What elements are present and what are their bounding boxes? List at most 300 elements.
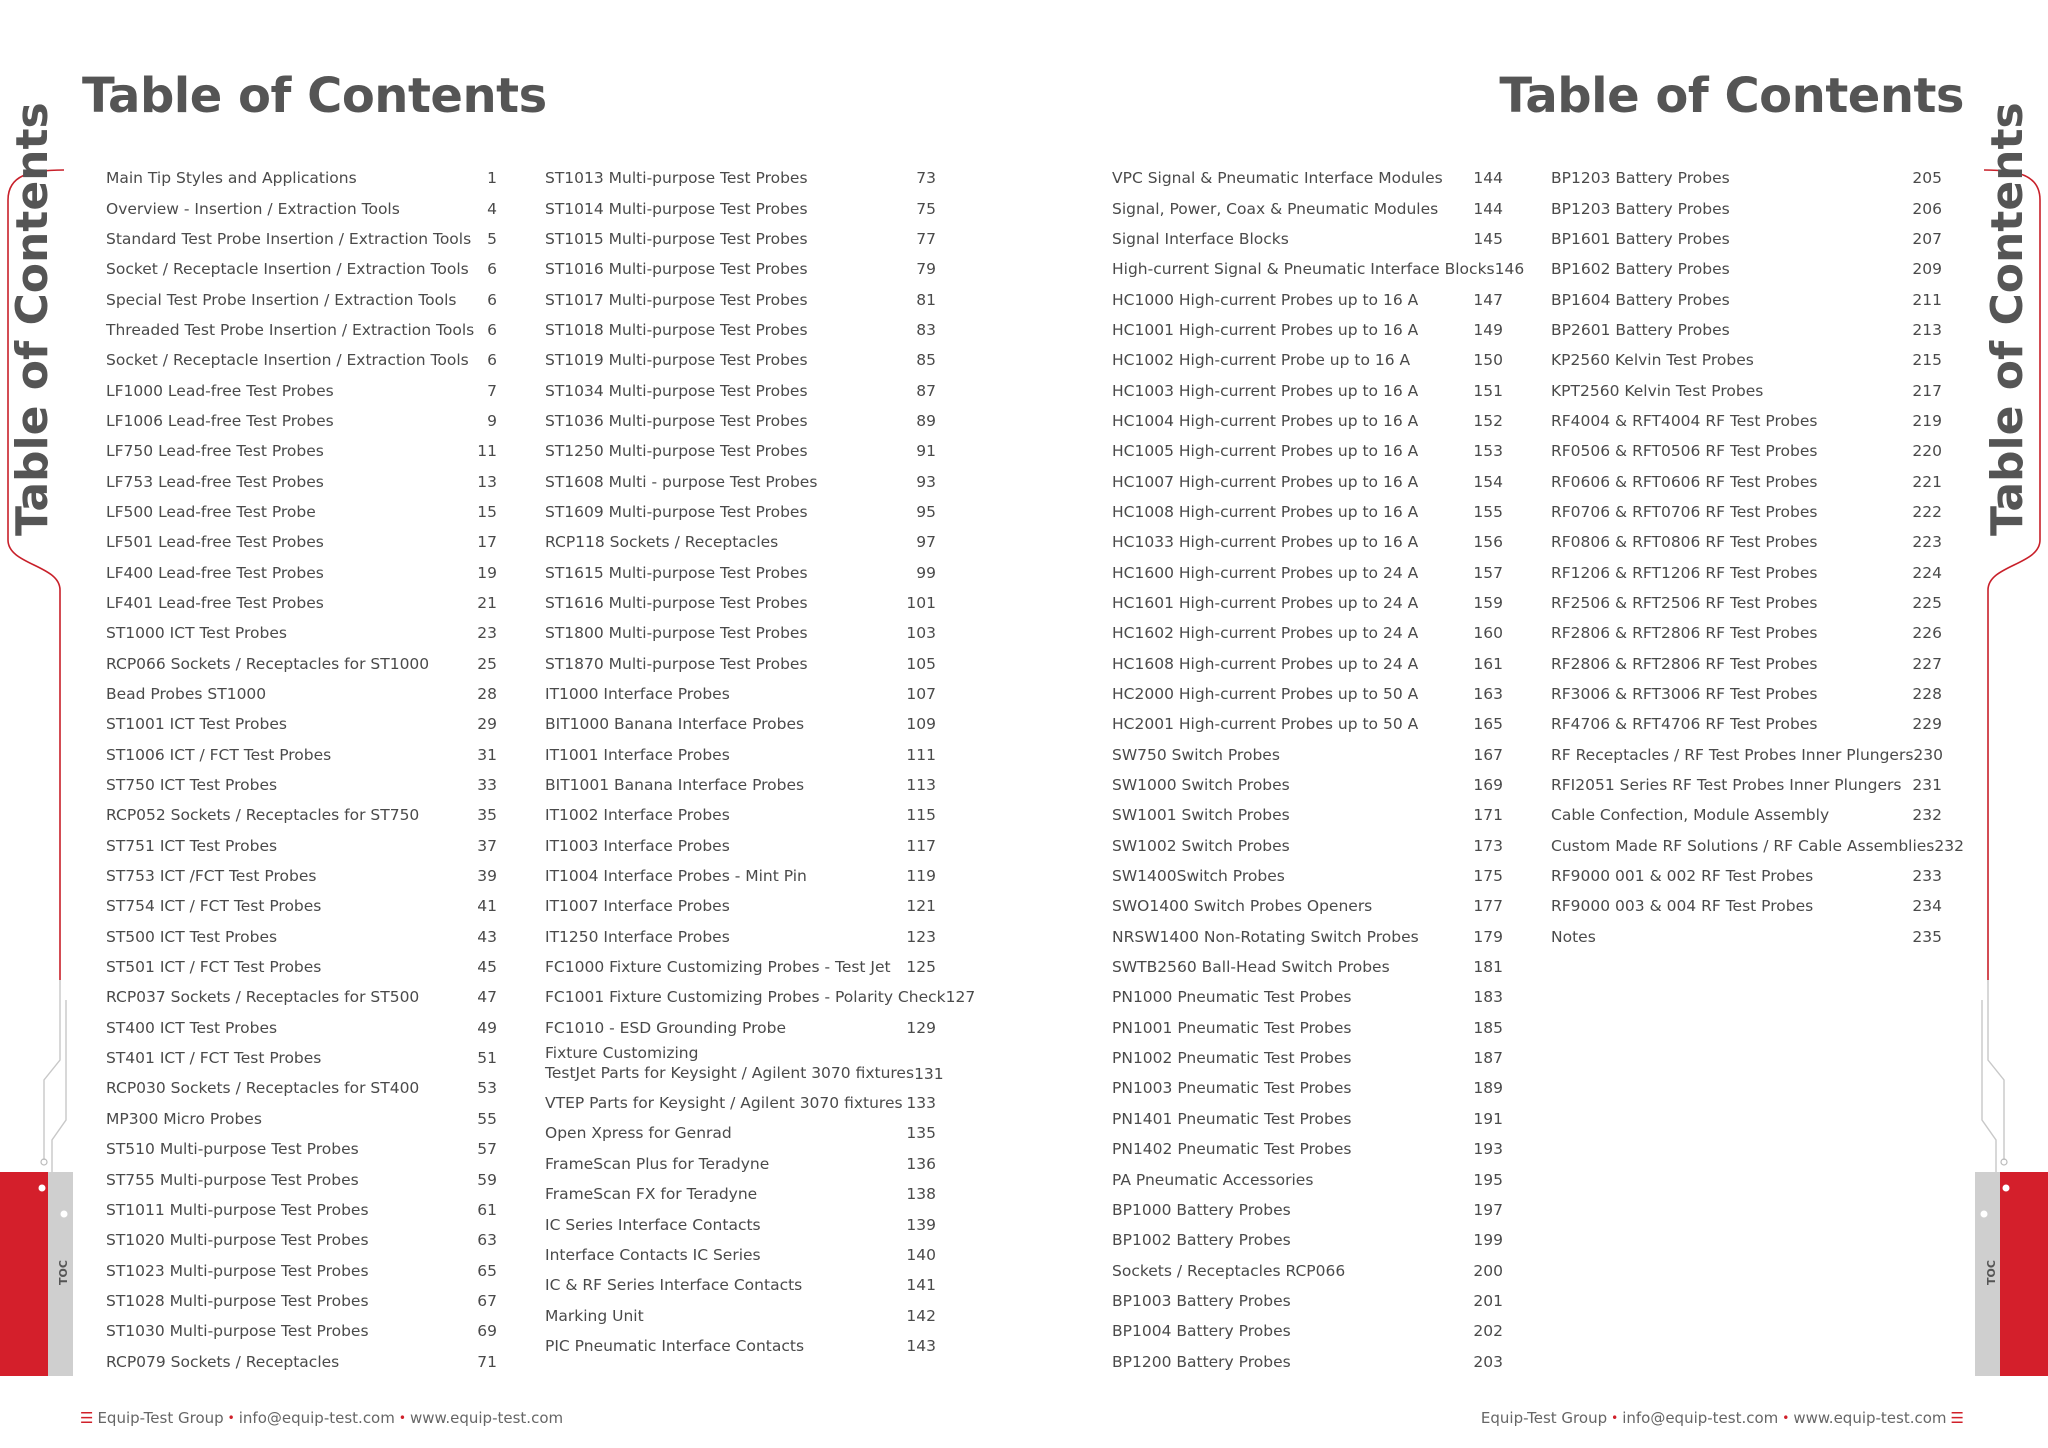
toc-entry-page: 5: [487, 229, 497, 248]
toc-entry-title: BP1002 Battery Probes: [1112, 1231, 1291, 1250]
toc-entry-page: 165: [1473, 715, 1503, 734]
toc-entry[interactable]: [1112, 1195, 1503, 1225]
toc-entry[interactable]: [1551, 497, 1942, 527]
toc-entry-title: PA Pneumatic Accessories: [1112, 1170, 1314, 1189]
toc-entry[interactable]: [1112, 1225, 1503, 1255]
toc-entry-page: 79: [916, 260, 936, 279]
toc-entry-title: Main Tip Styles and Applications: [106, 169, 357, 188]
toc-entry[interactable]: [1112, 709, 1503, 739]
toc-entry[interactable]: [545, 254, 936, 284]
toc-entry-title: ST401 ICT / FCT Test Probes: [106, 1049, 322, 1068]
toc-entry[interactable]: [106, 1043, 497, 1073]
toc-entry-title: ST754 ICT / FCT Test Probes: [106, 897, 322, 916]
toc-entry[interactable]: [1112, 557, 1503, 587]
toc-entry[interactable]: [106, 1195, 497, 1225]
toc-entry-title: HC1608 High-current Probes up to 24 A: [1112, 654, 1419, 673]
toc-entry-page: 234: [1912, 897, 1942, 916]
toc-entry[interactable]: [1112, 1286, 1503, 1316]
toc-entry-page: 219: [1912, 411, 1942, 430]
toc-entry-page: 109: [906, 715, 936, 734]
toc-entry[interactable]: [106, 1316, 497, 1346]
toc-entry[interactable]: [1112, 254, 1525, 284]
toc-entry-page: 53: [477, 1079, 497, 1098]
toc-entry[interactable]: [545, 800, 936, 830]
toc-column-4: [1551, 163, 1964, 952]
toc-entry[interactable]: [545, 284, 936, 314]
toc-entry[interactable]: [106, 1164, 497, 1194]
toc-entry-title: HC1002 High-current Probe up to 16 A: [1112, 351, 1411, 370]
toc-entry-page: 147: [1473, 290, 1503, 309]
toc-entry-page: 233: [1912, 867, 1942, 886]
toc-entry[interactable]: [106, 952, 497, 982]
toc-entry[interactable]: [1551, 345, 1942, 375]
toc-entry-page: 6: [487, 320, 497, 339]
toc-entry[interactable]: [545, 649, 936, 679]
toc-entry-title: PN1401 Pneumatic Test Probes: [1112, 1109, 1352, 1128]
toc-entry-title: VTEP Parts for Keysight / Agilent 3070 fixtures: [545, 1094, 903, 1113]
page-title-right: Table of Contents: [1499, 68, 1964, 124]
toc-entry[interactable]: [1551, 375, 1942, 405]
toc-entry-title: SWTB2560 Ball-Head Switch Probes: [1112, 958, 1390, 977]
toc-entry[interactable]: [106, 1104, 497, 1134]
toc-entry-title: RCP052 Sockets / Receptacles for ST750: [106, 806, 420, 825]
footer-web-link[interactable]: www.equip-test.com: [409, 1409, 564, 1427]
toc-entry[interactable]: [106, 557, 497, 587]
toc-entry[interactable]: [1551, 618, 1942, 648]
toc-entry-title: ST1006 ICT / FCT Test Probes: [106, 745, 332, 764]
toc-entry-title: RCP066 Sockets / Receptacles for ST1000: [106, 654, 430, 673]
toc-entry[interactable]: [1551, 588, 1942, 618]
toc-entry[interactable]: [545, 345, 936, 375]
toc-entry-page: 215: [1912, 351, 1942, 370]
toc-entry-page: 125: [906, 958, 936, 977]
toc-entry-title: HC1601 High-current Probes up to 24 A: [1112, 593, 1419, 612]
toc-entry-title: ST1028 Multi-purpose Test Probes: [106, 1291, 369, 1310]
toc-entry-title: IT1250 Interface Probes: [545, 927, 730, 946]
toc-entry-page: 13: [477, 472, 497, 491]
toc-entry[interactable]: [545, 982, 976, 1012]
toc-entry-page: 113: [906, 776, 936, 795]
toc-entry[interactable]: [545, 315, 936, 345]
toc-entry[interactable]: [1551, 466, 1942, 496]
toc-entry-page: 142: [906, 1306, 936, 1325]
toc-entry-title: RCP037 Sockets / Receptacles for ST500: [106, 988, 420, 1007]
toc-entry[interactable]: [545, 740, 936, 770]
toc-entry[interactable]: [1551, 679, 1942, 709]
toc-entry-page: 229: [1912, 715, 1942, 734]
right-toc-tab: TOC: [1984, 1260, 1998, 1285]
toc-entry-title: Special Test Probe Insertion / Extraction Tools: [106, 290, 457, 309]
toc-entry[interactable]: [1112, 406, 1503, 436]
toc-entry[interactable]: [106, 922, 497, 952]
toc-entry[interactable]: [1112, 1043, 1503, 1073]
toc-entry[interactable]: [1551, 770, 1942, 800]
toc-entry[interactable]: [1551, 163, 1942, 193]
toc-entry-page: 224: [1912, 563, 1942, 582]
toc-entry-page: 91: [916, 442, 936, 461]
toc-entry-title: BP1003 Battery Probes: [1112, 1291, 1291, 1310]
toc-entry[interactable]: [545, 861, 936, 891]
toc-entry-page: 203: [1473, 1352, 1503, 1371]
toc-entry-title: RF1206 & RFT1206 RF Test Probes: [1551, 563, 1818, 582]
toc-entry[interactable]: [545, 1209, 936, 1239]
toc-entry-page: 57: [477, 1140, 497, 1159]
toc-entry-page: 131: [914, 1064, 944, 1083]
toc-entry-title: SW1000 Switch Probes: [1112, 776, 1290, 795]
toc-entry[interactable]: [106, 163, 497, 193]
toc-entry[interactable]: [106, 497, 497, 527]
toc-entry[interactable]: [1551, 224, 1942, 254]
toc-entry-page: 156: [1473, 533, 1503, 552]
toc-entry-title: ST1870 Multi-purpose Test Probes: [545, 654, 808, 673]
toc-entry[interactable]: [1112, 345, 1503, 375]
toc-entry-title: ST1030 Multi-purpose Test Probes: [106, 1322, 369, 1341]
toc-entry[interactable]: [1551, 649, 1942, 679]
toc-entry-title: Socket / Receptacle Insertion / Extraction Tools: [106, 351, 469, 370]
toc-entry[interactable]: [545, 1179, 936, 1209]
toc-entry-page: 143: [906, 1336, 936, 1355]
toc-entry-title: ST750 ICT Test Probes: [106, 776, 278, 795]
toc-entry[interactable]: [106, 1225, 497, 1255]
toc-entry[interactable]: [1112, 1134, 1503, 1164]
toc-entry[interactable]: [1112, 163, 1503, 193]
toc-entry-title: ST1615 Multi-purpose Test Probes: [545, 563, 808, 582]
toc-entry-page: 227: [1912, 654, 1942, 673]
toc-entry-title: Custom Made RF Solutions / RF Cable Assemblies: [1551, 836, 1935, 855]
toc-entry-title: ST1023 Multi-purpose Test Probes: [106, 1261, 369, 1280]
toc-entry-title: PN1000 Pneumatic Test Probes: [1112, 988, 1352, 1007]
toc-entry[interactable]: [545, 1270, 936, 1300]
toc-entry[interactable]: [1112, 1013, 1503, 1043]
toc-entry-title: Signal, Power, Coax & Pneumatic Modules: [1112, 199, 1439, 218]
toc-entry[interactable]: [1112, 497, 1503, 527]
toc-entry[interactable]: [1551, 436, 1942, 466]
toc-entry[interactable]: [1551, 831, 1964, 861]
footer-company: Equip-Test Group: [97, 1409, 224, 1427]
toc-entry-page: 144: [1473, 199, 1503, 218]
toc-entry[interactable]: [545, 497, 936, 527]
toc-entry-title: ST1017 Multi-purpose Test Probes: [545, 290, 808, 309]
toc-entry-page: 232: [1934, 836, 1964, 855]
toc-entry-page: 6: [487, 351, 497, 370]
toc-entry[interactable]: [1551, 861, 1942, 891]
toc-entry-page: 231: [1912, 776, 1942, 795]
toc-entry-title: ST1016 Multi-purpose Test Probes: [545, 260, 808, 279]
toc-entry[interactable]: [545, 588, 936, 618]
toc-entry[interactable]: [1112, 649, 1503, 679]
toc-entry[interactable]: [1112, 224, 1503, 254]
toc-entry[interactable]: [1551, 527, 1942, 557]
toc-entry-title: RFI2051 Series RF Test Probes Inner Plungers: [1551, 776, 1902, 795]
toc-entry[interactable]: [1551, 891, 1942, 921]
toc-entry-title: ST751 ICT Test Probes: [106, 836, 278, 855]
toc-entry-title: PIC Pneumatic Interface Contacts: [545, 1336, 805, 1355]
toc-entry-page: 202: [1473, 1322, 1503, 1341]
toc-entry-title: BIT1001 Banana Interface Probes: [545, 776, 805, 795]
toc-entry-title: HC1033 High-current Probes up to 16 A: [1112, 533, 1419, 552]
toc-entry-title: ST1015 Multi-purpose Test Probes: [545, 229, 808, 248]
toc-entry-page: 63: [477, 1231, 497, 1250]
toc-entry[interactable]: [545, 1149, 936, 1179]
toc-entry-title: BP1203 Battery Probes: [1551, 169, 1730, 188]
toc-entry[interactable]: [1112, 618, 1503, 648]
toc-entry-title: FC1001 Fixture Customizing Probes - Polarity Check: [545, 988, 946, 1007]
toc-entry[interactable]: [106, 406, 497, 436]
toc-entry-title: ST1250 Multi-purpose Test Probes: [545, 442, 808, 461]
toc-entry-page: 71: [477, 1352, 497, 1371]
toc-entry[interactable]: [545, 406, 936, 436]
toc-entry[interactable]: [1112, 952, 1503, 982]
toc-entry[interactable]: [545, 1331, 936, 1361]
toc-entry-page: 31: [477, 745, 497, 764]
toc-entry-page: 9: [487, 411, 497, 430]
toc-entry[interactable]: [1551, 284, 1942, 314]
toc-entry[interactable]: [106, 770, 497, 800]
toc-entry[interactable]: [545, 1043, 944, 1088]
toc-entry[interactable]: [545, 709, 936, 739]
toc-entry[interactable]: [1112, 527, 1503, 557]
toc-entry[interactable]: [1112, 375, 1503, 405]
toc-entry[interactable]: [106, 1255, 497, 1285]
toc-entry[interactable]: [106, 375, 497, 405]
toc-entry[interactable]: [1112, 891, 1503, 921]
toc-entry-page: 163: [1473, 685, 1503, 704]
toc-entry-title-line: Fixture Customizing: [545, 1043, 699, 1062]
toc-entry-page: 151: [1473, 381, 1503, 400]
toc-entry[interactable]: [545, 163, 936, 193]
toc-entry-page: 154: [1473, 472, 1503, 491]
toc-entry-title: LF500 Lead-free Test Probe: [106, 502, 316, 521]
toc-entry[interactable]: [1112, 1164, 1503, 1194]
toc-entry-title: ST1036 Multi-purpose Test Probes: [545, 411, 808, 430]
toc-entry[interactable]: [545, 1088, 936, 1118]
toc-entry-page: 136: [906, 1154, 936, 1173]
toc-entry[interactable]: [1551, 557, 1942, 587]
toc-entry-title: Standard Test Probe Insertion / Extraction Tools: [106, 229, 472, 248]
toc-entry[interactable]: [106, 527, 497, 557]
toc-entry-page: 161: [1473, 654, 1503, 673]
toc-entry-page: 211: [1912, 290, 1942, 309]
toc-entry-title: MP300 Micro Probes: [106, 1109, 262, 1128]
toc-entry[interactable]: [106, 315, 497, 345]
toc-entry-title: ST1034 Multi-purpose Test Probes: [545, 381, 808, 400]
toc-entry-title: PN1002 Pneumatic Test Probes: [1112, 1049, 1352, 1068]
toc-entry-title: SW1400Switch Probes: [1112, 867, 1285, 886]
toc-entry[interactable]: [545, 527, 936, 557]
toc-entry-title: RF4004 & RFT4004 RF Test Probes: [1551, 411, 1818, 430]
toc-entry-page: 127: [945, 988, 976, 1007]
toc-entry[interactable]: [545, 891, 936, 921]
toc-entry-page: 140: [906, 1245, 936, 1264]
toc-entry[interactable]: [106, 1346, 497, 1376]
footer-email-link[interactable]: info@equip-test.com: [238, 1409, 395, 1427]
toc-entry-title: FrameScan FX for Teradyne: [545, 1185, 758, 1204]
toc-entry-page: 189: [1473, 1079, 1503, 1098]
toc-entry[interactable]: [1112, 284, 1503, 314]
toc-entry-page: 149: [1473, 320, 1503, 339]
toc-entry[interactable]: [1112, 436, 1503, 466]
toc-entry-page: 152: [1473, 411, 1503, 430]
toc-entry-title: HC1003 High-current Probes up to 16 A: [1112, 381, 1419, 400]
toc-entry[interactable]: [545, 831, 936, 861]
toc-entry-page: 141: [906, 1276, 936, 1295]
toc-entry-title: HC1001 High-current Probes up to 16 A: [1112, 320, 1419, 339]
toc-entry-title: RF Receptacles / RF Test Probes Inner Plungers: [1551, 745, 1914, 764]
page-title-left: Table of Contents: [82, 68, 547, 124]
toc-entry[interactable]: [106, 1013, 497, 1043]
toc-entry-title: IT1000 Interface Probes: [545, 685, 730, 704]
toc-entry-page: 200: [1473, 1261, 1503, 1280]
toc-entry[interactable]: [106, 436, 497, 466]
right-side-title: Table of Contents: [1982, 102, 2033, 536]
toc-entry-title: RF2806 & RFT2806 RF Test Probes: [1551, 654, 1818, 673]
toc-entry[interactable]: [1112, 1073, 1503, 1103]
toc-entry-title: SWO1400 Switch Probes Openers: [1112, 897, 1373, 916]
toc-entry[interactable]: [1112, 922, 1503, 952]
toc-entry-title: RF0606 & RFT0606 RF Test Probes: [1551, 472, 1818, 491]
toc-entry[interactable]: [545, 1118, 936, 1148]
footer-web-link[interactable]: www.equip-test.com: [1793, 1409, 1947, 1427]
toc-entry[interactable]: [545, 436, 936, 466]
toc-entry[interactable]: [106, 1073, 497, 1103]
toc-entry[interactable]: [1112, 770, 1503, 800]
toc-entry-page: 73: [916, 169, 936, 188]
toc-entry[interactable]: [1112, 193, 1503, 223]
toc-entry-page: 232: [1912, 806, 1942, 825]
toc-entry-page: 75: [916, 199, 936, 218]
toc-entry[interactable]: [106, 800, 497, 830]
toc-entry[interactable]: [106, 679, 497, 709]
toc-entry[interactable]: [106, 831, 497, 861]
toc-entry[interactable]: [1112, 861, 1503, 891]
toc-entry[interactable]: [106, 740, 497, 770]
toc-entry[interactable]: [1112, 1316, 1503, 1346]
toc-entry[interactable]: [1112, 1104, 1503, 1134]
toc-entry[interactable]: [106, 709, 497, 739]
toc-entry[interactable]: [1551, 740, 1942, 770]
toc-entry-page: 160: [1473, 624, 1503, 643]
toc-entry-title: LF753 Lead-free Test Probes: [106, 472, 324, 491]
toc-entry[interactable]: [106, 466, 497, 496]
toc-entry-title: BP1602 Battery Probes: [1551, 260, 1730, 279]
toc-entry-page: 111: [906, 745, 936, 764]
toc-entry[interactable]: [545, 618, 936, 648]
toc-entry[interactable]: [106, 649, 497, 679]
toc-entry[interactable]: [545, 375, 936, 405]
toc-entry-page: 157: [1473, 563, 1503, 582]
toc-entry[interactable]: [1551, 922, 1942, 952]
toc-entry-title: Socket / Receptacle Insertion / Extraction Tools: [106, 260, 469, 279]
toc-entry[interactable]: [106, 1134, 497, 1164]
toc-entry[interactable]: [1551, 315, 1942, 345]
toc-entry-page: 153: [1473, 442, 1503, 461]
toc-entry[interactable]: [106, 345, 497, 375]
toc-entry-title: LF750 Lead-free Test Probes: [106, 442, 324, 461]
toc-entry[interactable]: [106, 1286, 497, 1316]
toc-entry[interactable]: [1112, 982, 1503, 1012]
toc-entry[interactable]: [1551, 406, 1942, 436]
toc-entry[interactable]: [1551, 800, 1942, 830]
toc-entry[interactable]: [1112, 588, 1503, 618]
toc-entry[interactable]: [1112, 315, 1503, 345]
toc-entry[interactable]: [106, 618, 497, 648]
toc-entry-title: ST1019 Multi-purpose Test Probes: [545, 351, 808, 370]
toc-entry[interactable]: [545, 557, 936, 587]
toc-entry-title: Marking Unit: [545, 1306, 644, 1325]
toc-entry[interactable]: [1112, 679, 1503, 709]
left-side-title: Table of Contents: [7, 102, 58, 536]
bullet-icon: •: [1782, 1411, 1790, 1425]
toc-entry[interactable]: [1112, 800, 1503, 830]
toc-entry[interactable]: [545, 224, 936, 254]
toc-entry[interactable]: [1112, 1346, 1503, 1376]
toc-entry-page: 121: [906, 897, 936, 916]
toc-entry-page: 37: [477, 836, 497, 855]
toc-entry-page: 55: [477, 1109, 497, 1128]
toc-entry-page: 6: [487, 290, 497, 309]
footer-email-link[interactable]: info@equip-test.com: [1622, 1409, 1779, 1427]
toc-entry[interactable]: [545, 679, 936, 709]
toc-entry-title: Open Xpress for Genrad: [545, 1124, 732, 1143]
toc-entry[interactable]: [1551, 193, 1942, 223]
toc-entry[interactable]: [106, 254, 497, 284]
bullet-icon: •: [398, 1411, 406, 1425]
toc-entry[interactable]: [545, 952, 936, 982]
toc-entry[interactable]: [545, 1013, 936, 1043]
toc-entry-title: ST1609 Multi-purpose Test Probes: [545, 502, 808, 521]
toc-entry[interactable]: [1551, 709, 1942, 739]
toc-entry-page: 225: [1912, 593, 1942, 612]
toc-entry[interactable]: [106, 193, 497, 223]
toc-entry[interactable]: [1112, 466, 1503, 496]
toc-entry-title: RF4706 & RFT4706 RF Test Probes: [1551, 715, 1818, 734]
toc-entry[interactable]: [106, 891, 497, 921]
toc-entry-page: 35: [477, 806, 497, 825]
toc-entry-page: 99: [916, 563, 936, 582]
toc-entry-page: 81: [916, 290, 936, 309]
toc-entry-page: 205: [1912, 169, 1942, 188]
toc-entry[interactable]: [106, 224, 497, 254]
toc-entry[interactable]: [545, 1300, 936, 1330]
toc-entry-title: FrameScan Plus for Teradyne: [545, 1154, 770, 1173]
toc-entry[interactable]: [545, 770, 936, 800]
toc-entry[interactable]: [106, 588, 497, 618]
toc-entry[interactable]: [1112, 1255, 1503, 1285]
toc-entry[interactable]: [1112, 740, 1503, 770]
toc-entry[interactable]: [1112, 831, 1503, 861]
toc-entry-title: ST1800 Multi-purpose Test Probes: [545, 624, 808, 643]
toc-entry-title: RF0706 & RFT0706 RF Test Probes: [1551, 502, 1818, 521]
toc-entry-page: 97: [916, 533, 936, 552]
toc-entry[interactable]: [545, 193, 936, 223]
toc-entry[interactable]: [545, 466, 936, 496]
toc-entry[interactable]: [106, 284, 497, 314]
toc-entry-title: ST755 Multi-purpose Test Probes: [106, 1170, 359, 1189]
toc-entry-page: 11: [477, 442, 497, 461]
toc-entry[interactable]: [106, 861, 497, 891]
toc-entry[interactable]: [1551, 254, 1942, 284]
toc-entry-title: ST1014 Multi-purpose Test Probes: [545, 199, 808, 218]
footer-left: [80, 1409, 563, 1427]
toc-entry[interactable]: [106, 982, 497, 1012]
toc-entry[interactable]: [545, 1240, 936, 1270]
toc-entry-title: PN1001 Pneumatic Test Probes: [1112, 1018, 1352, 1037]
toc-entry-title: BP1004 Battery Probes: [1112, 1322, 1291, 1341]
toc-entry[interactable]: [545, 922, 936, 952]
toc-entry-page: 207: [1912, 229, 1942, 248]
toc-entry-title: LF501 Lead-free Test Probes: [106, 533, 324, 552]
toc-entry-page: 103: [906, 624, 936, 643]
